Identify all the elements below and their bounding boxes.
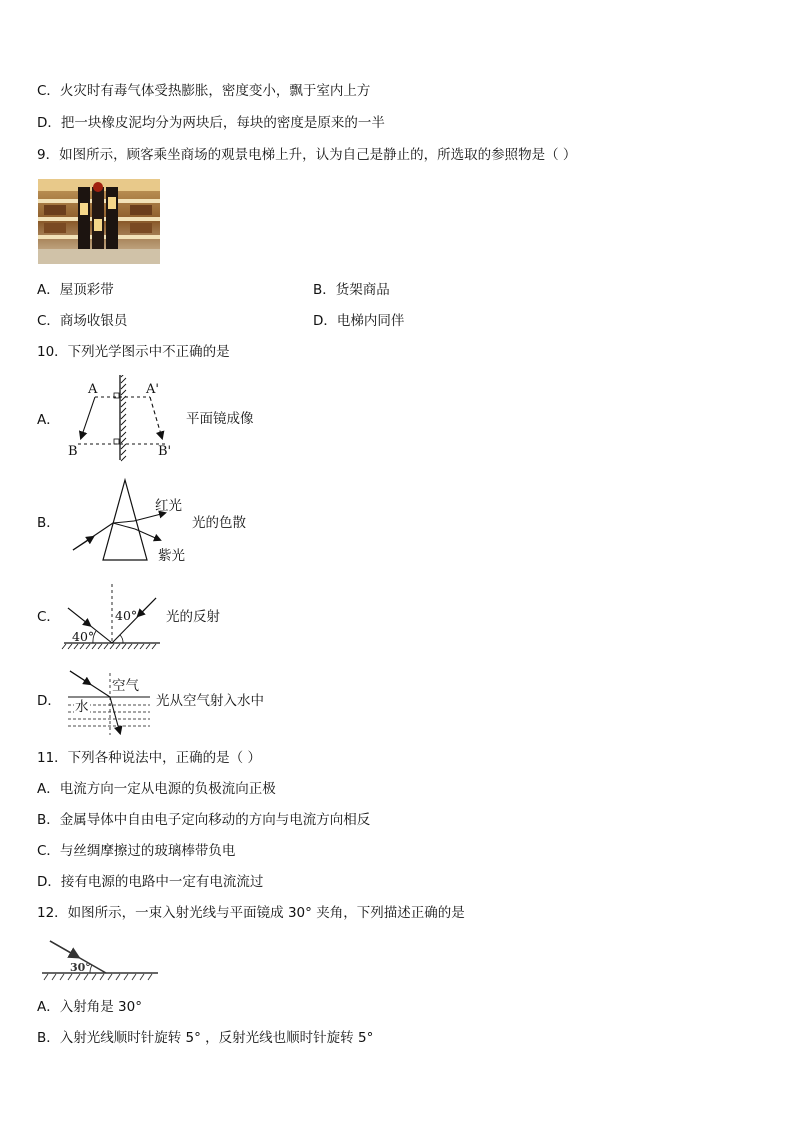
elevator-photo: [38, 179, 160, 264]
red-light-label: 红光: [155, 498, 182, 514]
incident-ray-mirror-diagram: [40, 935, 162, 985]
q11-option-c: C．与丝绸摩擦过的玻璃棒带负电: [37, 843, 236, 859]
q10-option-c-letter: C．: [37, 609, 60, 625]
q10-option-b-caption: 光的色散: [192, 515, 246, 531]
label-b-prime: B': [158, 444, 172, 459]
q10-option-b-letter: B．: [37, 515, 60, 531]
incidence-angle-label: 40°: [72, 629, 95, 644]
label-a-prime: A': [146, 382, 159, 397]
angle-30-label: 30°: [70, 961, 91, 974]
q10-option-d-caption: 光从空气射入水中: [156, 693, 264, 709]
q12-option-b: B．入射光线顺时针旋转 5° ，反射光线也顺时针旋转 5°: [37, 1030, 374, 1046]
plane-mirror-diagram: [60, 375, 185, 465]
water-label: 水: [75, 699, 89, 715]
q12-option-a: A．入射角是 30°: [37, 999, 142, 1015]
q10-option-d-letter: D．: [37, 693, 61, 709]
label-a: A: [88, 382, 98, 397]
reflection-diagram: [60, 580, 165, 652]
air-label: 空气: [112, 678, 139, 694]
q10-option-c-caption: 光的反射: [166, 609, 220, 625]
option-c-fire: C．火灾时有毒气体受热膨胀，密度变小，飘于室内上方: [37, 83, 371, 99]
q10-option-a-caption: 平面镜成像: [186, 411, 254, 427]
q11-option-d: D．接有电源的电路中一定有电流流过: [37, 874, 264, 890]
option-d-clay: D．把一块橡皮泥均分为两块后，每块的密度是原来的一半: [37, 115, 385, 131]
label-b: B: [68, 444, 78, 459]
q11-option-a: A．电流方向一定从电源的负极流向正极: [37, 781, 276, 797]
q9-option-a: A．屋顶彩带: [37, 282, 114, 298]
q10-option-a-letter: A．: [37, 412, 60, 428]
q11-option-b: B．金属导体中自由电子定向移动的方向与电流方向相反: [37, 812, 371, 828]
question-12: 12．如图所示，一束入射光线与平面镜成 30° 夹角，下列描述正确的是: [37, 905, 465, 921]
violet-light-label: 紫光: [158, 548, 185, 564]
q9-option-d: D．电梯内同伴: [313, 313, 405, 329]
question-11: 11．下列各种说法中，正确的是（ ）: [37, 750, 261, 766]
question-9: 9．如图所示，顾客乘坐商场的观景电梯上升，认为自己是静止的，所选取的参照物是（ ）: [37, 147, 577, 163]
question-10: 10．下列光学图示中不正确的是: [37, 344, 230, 360]
reflection-angle-label: 40°: [115, 608, 138, 623]
q9-option-b: B．货架商品: [313, 282, 390, 298]
q9-option-c: C．商场收银员: [37, 313, 128, 329]
